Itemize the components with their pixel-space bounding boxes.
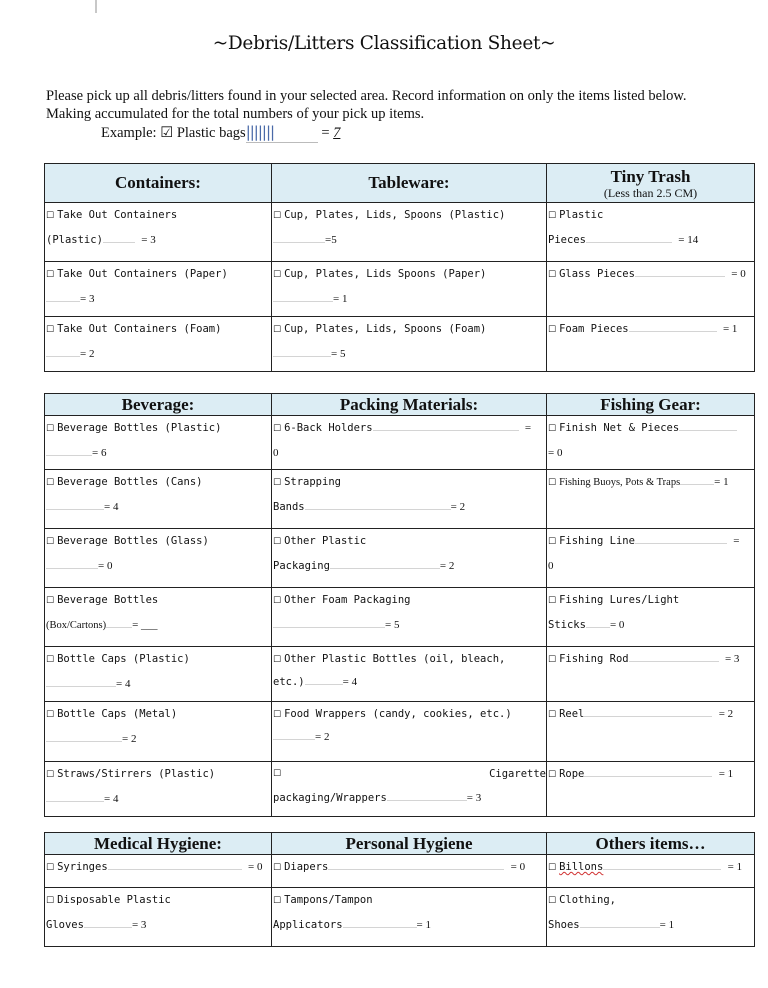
checkbox-icon: ☐ — [273, 863, 282, 873]
cell-fishing-reel[interactable]: ☐ Reel = 2 — [547, 702, 755, 762]
checkbox-icon: ☐ — [46, 424, 55, 434]
checkbox-icon: ☐ — [548, 424, 557, 434]
cell-fishing-buoys[interactable]: ☐ Fishing Buoys, Pots & Traps = 1 — [547, 470, 755, 529]
checkbox-icon: ☐ — [46, 770, 55, 780]
example-value: 7 — [333, 125, 341, 141]
cell-containers-foam[interactable]: ☐ Take Out Containers (Foam) = 2 — [45, 317, 272, 372]
cell-fishing-net[interactable]: ☐ Finish Net & Pieces = 0 — [547, 416, 755, 470]
cell-packing-strapping[interactable]: ☐ Strapping Bands = 2 — [272, 470, 547, 529]
checkbox-icon: ☐ — [46, 270, 55, 280]
table-containers-tableware-tinytrash — [44, 163, 755, 372]
table-medical-personal-others — [44, 832, 755, 947]
cell-others-clothing[interactable]: ☐ Clothing, Shoes = 1 — [547, 888, 755, 947]
checkbox-icon: ☐ — [46, 325, 55, 335]
cell-packing-other-foam[interactable]: ☐ Other Foam Packaging = 5 — [272, 588, 547, 647]
checkbox-icon: ☐ — [548, 478, 557, 488]
header-personal-hygiene: Personal Hygiene — [272, 833, 547, 855]
header-others-items: Others items… — [547, 833, 755, 855]
checkbox-icon: ☐ — [273, 478, 282, 488]
example-tally-field — [246, 123, 318, 143]
cell-tableware-foam[interactable]: ☐ Cup, Plates, Lids, Spoons (Foam) = 5 — [272, 317, 547, 372]
page-edge-mark — [95, 0, 97, 13]
cell-personal-tampons[interactable]: ☐ Tampons/Tampon Applicators = 1 — [272, 888, 547, 947]
checkbox-icon: ☐ — [46, 596, 55, 606]
header-fishing-gear: Fishing Gear: — [547, 394, 755, 416]
cell-others-billons[interactable]: ☐ Billons = 1 — [547, 855, 755, 888]
checkbox-icon: ☐ — [548, 325, 557, 335]
checkbox-icon: ☐ — [46, 863, 55, 873]
table-beverage-packing-fishing — [44, 393, 755, 817]
tiny-trash-subheader: (Less than 2.5 CM) — [603, 186, 698, 200]
checkbox-icon: ☐ — [273, 211, 282, 221]
cell-caps-metal[interactable]: ☐ Bottle Caps (Metal) = 2 — [45, 702, 272, 762]
cell-packing-food-wrappers[interactable]: ☐ Food Wrappers (candy, cookies, etc.) = 2 — [272, 702, 547, 762]
cell-fishing-line[interactable]: ☐ Fishing Line = 0 — [547, 529, 755, 588]
checkbox-icon: ☐ — [46, 478, 55, 488]
cell-containers-paper[interactable]: ☐ Take Out Containers (Paper) = 3 — [45, 262, 272, 317]
checkbox-icon: ☐ — [273, 424, 282, 434]
checkbox-icon: ☐ — [548, 710, 557, 720]
sheet-title: ~Debris/Litters Classification Sheet~ — [212, 33, 556, 54]
checkbox-icon: ☐ — [548, 896, 557, 906]
cell-beverage-box[interactable]: ☐ Beverage Bottles (Box/Cartons) = ___ — [45, 588, 272, 647]
cell-packing-other-bottles[interactable]: ☐ Other Plastic Bottles (oil, bleach, etc.) = 4 — [272, 647, 547, 702]
cell-tableware-paper[interactable]: ☐ Cup, Plates, Lids Spoons (Paper) = 1 — [272, 262, 547, 317]
cell-tiny-plastic[interactable]: ☐ Plastic Pieces = 14 — [547, 203, 755, 262]
cell-fishing-rope[interactable]: ☐ Rope = 1 — [547, 762, 755, 817]
tally-marks: ||||||| — [245, 123, 275, 141]
checkbox-icon: ☐ — [273, 896, 282, 906]
checkbox-icon: ☐ — [273, 325, 282, 335]
header-tiny-trash: Tiny Trash (Less than 2.5 CM) — [547, 164, 755, 203]
cell-tableware-plastic[interactable]: ☐ Cup, Plates, Lids, Spoons (Plastic) =5 — [272, 203, 547, 262]
checkbox-icon: ☐ — [273, 769, 282, 779]
checkbox-icon: ☐ — [273, 270, 282, 280]
cell-beverage-cans[interactable]: ☐ Beverage Bottles (Cans) = 4 — [45, 470, 272, 529]
cell-medical-gloves[interactable]: ☐ Disposable Plastic Gloves = 3 — [45, 888, 272, 947]
cell-caps-plastic[interactable]: ☐ Bottle Caps (Plastic) = 4 — [45, 647, 272, 702]
checked-box-icon: ☑ — [160, 125, 174, 141]
instructions-text: Please pick up all debris/litters found in your selected area. Record information on only the items listed below. Making accumulated for the total numbers of your pick up items. — [46, 88, 687, 122]
cell-tiny-glass[interactable]: ☐ Glass Pieces = 0 — [547, 262, 755, 317]
checkbox-icon: ☐ — [46, 537, 55, 547]
checkbox-icon: ☐ — [273, 596, 282, 606]
example-equals: = — [321, 125, 330, 141]
cell-packing-other-plastic[interactable]: ☐ Other Plastic Packaging = 2 — [272, 529, 547, 588]
checkbox-icon: ☐ — [273, 710, 282, 720]
header-beverage: Beverage: — [45, 394, 272, 416]
cell-personal-diapers[interactable]: ☐ Diapers = 0 — [272, 855, 547, 888]
cell-tiny-foam[interactable]: ☐ Foam Pieces = 1 — [547, 317, 755, 372]
header-containers: Containers: — [45, 164, 272, 203]
example-prefix: Example: — [101, 125, 157, 141]
checkbox-icon: ☐ — [548, 655, 557, 665]
cell-packing-6back[interactable]: ☐ 6-Back Holders = 0 — [272, 416, 547, 470]
checkbox-icon: ☐ — [273, 655, 282, 665]
checkbox-icon: ☐ — [548, 270, 557, 280]
cell-beverage-glass[interactable]: ☐ Beverage Bottles (Glass) = 0 — [45, 529, 272, 588]
checkbox-icon: ☐ — [548, 863, 557, 873]
example-line — [101, 123, 340, 143]
checkbox-icon: ☐ — [548, 211, 557, 221]
example-item: Plastic bags — [176, 125, 246, 141]
checkbox-icon: ☐ — [46, 211, 55, 221]
cell-containers-plastic[interactable]: ☐ Take Out Containers (Plastic) = 3 — [45, 203, 272, 262]
checkbox-icon: ☐ — [548, 770, 557, 780]
cell-beverage-plastic[interactable]: ☐ Beverage Bottles (Plastic) = 6 — [45, 416, 272, 470]
cell-straws[interactable]: ☐ Straws/Stirrers (Plastic) = 4 — [45, 762, 272, 817]
checkbox-icon: ☐ — [273, 537, 282, 547]
cell-packing-cigarette[interactable]: ☐ Cigarette packaging/Wrappers = 3 — [272, 762, 547, 817]
checkbox-icon: ☐ — [548, 537, 557, 547]
header-packing-materials: Packing Materials: — [272, 394, 547, 416]
cell-medical-syringes[interactable]: ☐ Syringes = 0 — [45, 855, 272, 888]
cell-fishing-lures[interactable]: ☐ Fishing Lures/Light Sticks = 0 — [547, 588, 755, 647]
cell-fishing-rod[interactable]: ☐ Fishing Rod = 3 — [547, 647, 755, 702]
checkbox-icon: ☐ — [46, 655, 55, 665]
checkbox-icon: ☐ — [548, 596, 557, 606]
checkbox-icon: ☐ — [46, 896, 55, 906]
checkbox-icon: ☐ — [46, 710, 55, 720]
header-medical-hygiene: Medical Hygiene: — [45, 833, 272, 855]
header-tableware: Tableware: — [272, 164, 547, 203]
